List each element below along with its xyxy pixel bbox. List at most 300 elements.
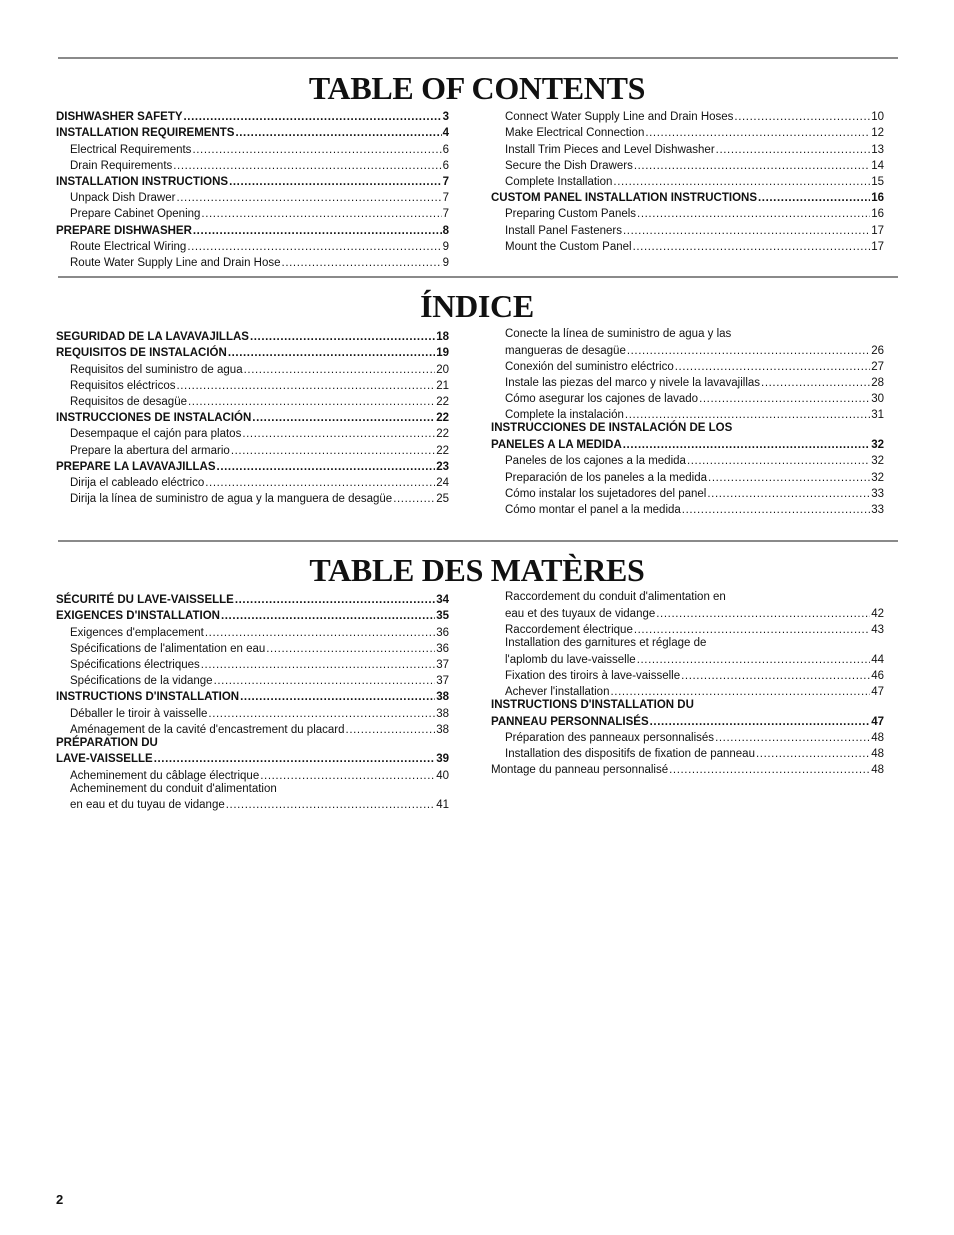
dot-leader (637, 208, 870, 221)
dot-leader (623, 439, 870, 452)
page-number: 2 (56, 1192, 64, 1207)
dot-leader (613, 176, 870, 189)
toc-entry-label: Make Electrical Connection (505, 127, 645, 140)
toc-entry (491, 745, 884, 761)
toc-page-number: 34 (436, 594, 449, 607)
toc-page-number: 4 (442, 127, 449, 140)
toc-line (56, 377, 449, 393)
section-rule (58, 276, 898, 278)
toc-line (56, 591, 449, 607)
toc-entry-label-line: Acheminement du conduit d'alimentation (70, 782, 277, 795)
toc-line (491, 605, 884, 621)
dot-leader (627, 345, 870, 358)
toc-page-number: 28 (871, 377, 884, 390)
toc-entry-label: Prepare la abertura del armario (70, 444, 230, 457)
toc-entry (491, 390, 884, 406)
toc-entry-label: SÉCURITÉ DU LAVE-VAISSELLE (56, 594, 234, 607)
toc-entry (56, 640, 449, 656)
toc-page-number: 24 (436, 476, 449, 489)
toc-entry (56, 124, 449, 140)
toc-line (491, 621, 884, 637)
dot-leader (634, 624, 870, 637)
toc-line (56, 490, 449, 506)
toc-line (491, 761, 884, 777)
toc-page-number: 33 (871, 503, 884, 516)
toc-page-number: 25 (436, 493, 449, 506)
toc-entry-label: INSTRUCCIONES DE INSTALACIÓN (56, 412, 252, 425)
toc-entry-label-line: PRÉPARATION DU (56, 736, 158, 749)
toc-line (491, 650, 884, 666)
toc-entry (56, 360, 449, 376)
toc-page-number: 47 (871, 715, 884, 728)
toc-entry-label-line: Raccordement du conduit d'alimentation en (505, 591, 726, 603)
toc-entry-label: Aménagement de la cavité d'encastrement du placard (70, 723, 345, 736)
toc-page-number: 13 (871, 143, 884, 156)
dot-leader (716, 144, 871, 157)
dot-leader (192, 144, 441, 157)
toc-entry (491, 667, 884, 683)
toc-line (56, 425, 449, 441)
toc-entry (56, 393, 449, 409)
toc-entry-label: Instale las piezas del marco y nivele la lavavajillas (505, 377, 761, 390)
toc-entry-label: Drain Requirements (70, 159, 173, 172)
toc-line (491, 173, 884, 189)
toc-entry (56, 441, 449, 457)
toc-page-number: 20 (436, 363, 449, 376)
dot-leader (715, 732, 870, 745)
toc-entry-label: SEGURIDAD DE LA LAVAVAJILLAS (56, 331, 249, 344)
toc-entry (491, 468, 884, 484)
toc-entry (56, 425, 449, 441)
toc-entry (56, 205, 449, 221)
toc-entry (56, 688, 449, 704)
toc-line (56, 458, 449, 474)
toc-column-right (491, 591, 884, 777)
toc-page-number: 16 (871, 208, 884, 221)
toc-entry (491, 406, 884, 422)
dot-leader (231, 445, 435, 458)
toc-entry-label: Montage du panneau personnalisé (491, 764, 669, 777)
toc-page-number: 35 (436, 610, 449, 623)
toc-page-number: 36 (436, 626, 449, 639)
dot-leader (687, 455, 870, 468)
toc-entry (56, 783, 449, 813)
toc-page-number: 21 (436, 379, 449, 392)
toc-page-number: 37 (436, 675, 449, 688)
toc-entry-label: REQUISITOS DE INSTALACIÓN (56, 347, 227, 360)
toc-page-number: 37 (436, 658, 449, 671)
toc-page-number: 36 (436, 642, 449, 655)
dot-leader (188, 396, 435, 409)
toc-entry (56, 140, 449, 156)
toc-line (491, 667, 884, 683)
toc-entry (491, 422, 884, 452)
toc-entry-label: Complete la instalación (505, 409, 624, 422)
dot-leader (761, 377, 870, 390)
toc-line (56, 704, 449, 720)
toc-page-number: 14 (871, 159, 884, 172)
toc-entry-label: PANELES A LA MEDIDA (491, 439, 622, 452)
toc-line (491, 238, 884, 254)
toc-entry-label: Raccordement électrique (505, 623, 633, 636)
toc-page-number: 18 (436, 331, 449, 344)
dot-leader (682, 504, 870, 517)
toc-entry-label: Cómo montar el panel a la medida (505, 503, 681, 516)
toc-entry (56, 328, 449, 344)
toc-entry-label: Mount the Custom Panel (505, 240, 632, 253)
toc-entry-label-line: INSTRUCCIONES DE INSTALACIÓN DE LOS (491, 422, 733, 435)
toc-entry (491, 358, 884, 374)
dot-leader (214, 675, 436, 688)
section-title: TABLE OF CONTENTS (308, 70, 646, 106)
toc-entry-label-line: Conecte la línea de suministro de agua y las (505, 328, 732, 340)
toc-line (491, 342, 884, 358)
toc-line (56, 623, 449, 639)
toc-page-number: 39 (436, 753, 449, 766)
toc-line (56, 393, 449, 409)
toc-page-number: 9 (442, 256, 449, 269)
toc-entry-label: Exigences d'emplacement (70, 626, 204, 639)
toc-line (491, 374, 884, 390)
dot-leader (707, 488, 870, 501)
toc-line (56, 189, 449, 205)
toc-entry-label: Dirija la línea de suministro de agua y la manguera de desagüe (70, 493, 393, 506)
toc-entry-label: Déballer le tiroir à vaisselle (70, 707, 208, 720)
toc-line (56, 750, 449, 766)
dot-leader (205, 627, 435, 640)
toc-page-number: 6 (442, 143, 449, 156)
toc-entry (56, 189, 449, 205)
dot-leader (173, 160, 441, 173)
toc-entry-label: PREPARE LA LAVAVAJILLAS (56, 460, 216, 473)
dot-leader (176, 380, 435, 393)
toc-page-number: 7 (442, 175, 449, 188)
toc-page-number: 16 (871, 192, 884, 205)
toc-page-number: 48 (871, 764, 884, 777)
toc-page-number: 48 (871, 731, 884, 744)
toc-entry-label: Requisitos del suministro de agua (70, 363, 243, 376)
toc-page-number: 17 (871, 240, 884, 253)
toc-line (491, 358, 884, 374)
toc-entry (491, 328, 884, 358)
toc-entry-label: Requisitos eléctricos (70, 379, 176, 392)
dot-leader (734, 111, 870, 124)
dot-leader (623, 225, 870, 238)
toc-line (56, 254, 449, 270)
toc-entry (56, 623, 449, 639)
toc-entry-label: Fixation des tiroirs à lave-vaisselle (505, 669, 681, 682)
toc-entry (56, 409, 449, 425)
dot-leader (193, 225, 442, 238)
toc-entry (491, 157, 884, 173)
toc-line (491, 406, 884, 422)
toc-entry (491, 221, 884, 237)
toc-entry-label: Install Trim Pieces and Level Dishwasher (505, 143, 715, 156)
toc-page-number: 32 (871, 471, 884, 484)
toc-entry (56, 238, 449, 254)
toc-line (491, 157, 884, 173)
toc-page-number: 48 (871, 748, 884, 760)
section-title: TABLE DES MATÈRES (309, 552, 645, 588)
toc-page-number: 44 (871, 653, 884, 666)
toc-entry-label: PREPARE DISHWASHER (56, 224, 192, 237)
toc-line (491, 452, 884, 468)
toc-entry-label: INSTALLATION REQUIREMENTS (56, 127, 235, 140)
dot-leader (217, 461, 436, 474)
dot-leader (226, 799, 435, 812)
toc-entry-label: Spécifications de la vidange (70, 675, 213, 688)
dot-leader (756, 748, 870, 761)
section-rule (58, 57, 898, 59)
toc-line (56, 474, 449, 490)
dot-leader (187, 241, 441, 254)
toc-entry (56, 254, 449, 270)
toc-column-left (56, 328, 449, 506)
toc-page-number: 22 (436, 395, 449, 408)
toc-column-left (56, 108, 449, 270)
dot-leader (282, 257, 442, 270)
toc-entry (491, 729, 884, 745)
toc-line (56, 173, 449, 189)
toc-entry-label: Route Water Supply Line and Drain Hose (70, 256, 281, 269)
toc-entry (491, 452, 884, 468)
toc-entry (56, 721, 449, 737)
toc-entry (491, 683, 884, 699)
toc-column-right (491, 328, 884, 517)
toc-entry-label: Cómo asegurar los cajones de lavado (505, 393, 699, 406)
toc-page-number: 33 (871, 487, 884, 500)
dot-leader (201, 659, 435, 672)
toc-page-number: 30 (871, 393, 884, 406)
dot-leader (675, 361, 870, 374)
toc-entry (56, 108, 449, 124)
toc-line (491, 745, 884, 761)
toc-line (56, 672, 449, 688)
toc-entry (491, 108, 884, 124)
toc-entry (56, 173, 449, 189)
toc-line (56, 656, 449, 672)
toc-entry (56, 377, 449, 393)
dot-leader (184, 111, 442, 124)
toc-page-number: 32 (871, 439, 884, 452)
dot-leader (393, 493, 435, 506)
dot-leader (758, 192, 870, 205)
toc-entry-label: LAVE-VAISSELLE (56, 753, 153, 766)
toc-page-number: 32 (871, 455, 884, 468)
toc-line (491, 205, 884, 221)
toc-column-right (491, 108, 884, 254)
toc-page-number: 31 (871, 409, 884, 422)
toc-entry (491, 374, 884, 390)
dot-leader (625, 409, 870, 422)
toc-entry-label: INSTALLATION INSTRUCTIONS (56, 175, 229, 188)
toc-page-number: 3 (442, 111, 449, 124)
toc-line (56, 140, 449, 156)
toc-entry-label: Préparation des panneaux personnalisés (505, 731, 715, 744)
dot-leader (154, 753, 436, 766)
toc-entry-label: Acheminement du câblage électrique (70, 769, 260, 782)
toc-entry (56, 221, 449, 237)
toc-page-number: 12 (871, 127, 884, 140)
toc-entry-label: eau et des tuyaux de vidange (505, 607, 656, 620)
toc-entry-label: Dirija el cableado eléctrico (70, 476, 205, 489)
toc-entry-label: Desempaque el cajón para platos (70, 428, 242, 441)
toc-line (56, 360, 449, 376)
toc-entry (56, 704, 449, 720)
toc-entry (491, 761, 884, 777)
dot-leader (656, 608, 870, 621)
toc-entry (491, 485, 884, 501)
toc-line (56, 796, 449, 812)
toc-line (56, 344, 449, 360)
toc-page-number: 23 (436, 460, 449, 473)
toc-page-number: 26 (871, 344, 884, 357)
toc-entry-label: PANNEAU PERSONNALISÉS (491, 715, 649, 728)
toc-entry (56, 672, 449, 688)
toc-entry (491, 699, 884, 729)
toc-page-number: 22 (436, 412, 449, 425)
toc-line (491, 468, 884, 484)
toc-entry (56, 656, 449, 672)
toc-entry (491, 205, 884, 221)
toc-line (56, 766, 449, 782)
toc-entry-label: Prepare Cabinet Opening (70, 208, 201, 221)
toc-page-number: 47 (871, 685, 884, 698)
toc-entry (491, 637, 884, 667)
dot-leader (244, 364, 436, 377)
toc-line (491, 436, 884, 452)
toc-entry (56, 737, 449, 767)
dot-leader (669, 764, 870, 777)
toc-line (491, 729, 884, 745)
dot-leader (650, 716, 871, 729)
toc-entry-label: Installation des dispositifs de fixation de panneau (505, 748, 755, 760)
toc-line (56, 441, 449, 457)
dot-leader (637, 654, 871, 667)
dot-leader (252, 412, 435, 425)
toc-entry (56, 458, 449, 474)
toc-page-number: 10 (871, 111, 884, 124)
toc-entry (56, 474, 449, 490)
toc-entry-label: Preparing Custom Panels (505, 208, 637, 221)
toc-line (56, 124, 449, 140)
toc-entry-label-line: INSTRUCTIONS D'INSTALLATION DU (491, 698, 694, 711)
toc-entry-label: l'aplomb du lave-vaisselle (505, 653, 636, 666)
toc-column-left (56, 591, 449, 812)
toc-entry-label: CUSTOM PANEL INSTALLATION INSTRUCTIONS (491, 192, 757, 205)
toc-entry-label: Electrical Requirements (70, 143, 192, 156)
toc-entry (491, 238, 884, 254)
dot-leader (633, 241, 871, 254)
toc-entry-label: Complete Installation (505, 175, 613, 188)
toc-entry-label: EXIGENCES D'INSTALLATION (56, 610, 220, 623)
toc-line (56, 108, 449, 124)
dot-leader (208, 708, 435, 721)
dot-leader (235, 127, 441, 140)
dot-leader (205, 477, 435, 490)
toc-page-number: 22 (436, 444, 449, 457)
toc-entry-label: mangueras de desagüe (505, 344, 626, 357)
dot-leader (610, 686, 870, 699)
toc-entry (491, 173, 884, 189)
dot-leader (260, 770, 435, 783)
toc-entry-label: Conexión del suministro eléctrico (505, 360, 674, 373)
section-rule (58, 540, 898, 542)
toc-entry (491, 621, 884, 637)
toc-entry-label: Achever l'installation (505, 685, 610, 698)
toc-line (56, 721, 449, 737)
toc-line (491, 485, 884, 501)
toc-entry-label: Unpack Dish Drawer (70, 192, 176, 205)
toc-entry (56, 344, 449, 360)
toc-entry-label: Spécifications électriques (70, 658, 200, 671)
toc-page-number: 40 (436, 769, 449, 782)
toc-page-number: 7 (442, 192, 449, 205)
toc-entry (56, 157, 449, 173)
dot-leader (346, 724, 436, 737)
dot-leader (228, 347, 435, 360)
toc-page-number: 38 (436, 707, 449, 720)
toc-line (491, 221, 884, 237)
dot-leader (250, 331, 435, 344)
toc-page-number: 9 (442, 240, 449, 253)
toc-line (491, 501, 884, 517)
dot-leader (645, 127, 870, 140)
toc-line (56, 688, 449, 704)
toc-entry-label: Spécifications de l'alimentation en eau (70, 642, 266, 655)
toc-entry-label: DISHWASHER SAFETY (56, 111, 183, 124)
toc-line (56, 607, 449, 623)
toc-line (491, 124, 884, 140)
dot-leader (221, 610, 435, 623)
toc-entry (491, 140, 884, 156)
toc-entry-label: Paneles de los cajones a la medida (505, 455, 686, 468)
toc-entry (56, 607, 449, 623)
toc-entry-label: en eau et du tuyau de vidange (70, 799, 225, 812)
toc-page-number: 27 (871, 360, 884, 373)
toc-entry-label: Preparación de los paneles a la medida (505, 471, 708, 484)
toc-page-number: 22 (436, 428, 449, 441)
dot-leader (201, 208, 441, 221)
toc-page-number: 43 (871, 623, 884, 636)
toc-page-number: 38 (436, 691, 449, 704)
dot-leader (229, 176, 442, 189)
dot-leader (681, 670, 870, 683)
dot-leader (240, 691, 435, 704)
toc-line (56, 238, 449, 254)
toc-line (491, 390, 884, 406)
toc-line (491, 712, 884, 728)
dot-leader (176, 192, 441, 205)
toc-entry-label: Requisitos de desagüe (70, 395, 187, 408)
dot-leader (266, 643, 435, 656)
toc-entry (56, 766, 449, 782)
dot-leader (708, 472, 870, 485)
toc-page-number: 8 (442, 224, 449, 237)
toc-page-number: 42 (871, 607, 884, 620)
dot-leader (235, 594, 435, 607)
toc-line (491, 683, 884, 699)
dot-leader (699, 393, 870, 406)
toc-page-number: 7 (442, 208, 449, 221)
toc-entry (56, 490, 449, 506)
toc-entry (56, 591, 449, 607)
toc-line (56, 157, 449, 173)
toc-entry-label: Route Electrical Wiring (70, 240, 187, 253)
toc-entry (491, 591, 884, 621)
toc-line (491, 108, 884, 124)
toc-entry-label: Install Panel Fasteners (505, 224, 622, 237)
